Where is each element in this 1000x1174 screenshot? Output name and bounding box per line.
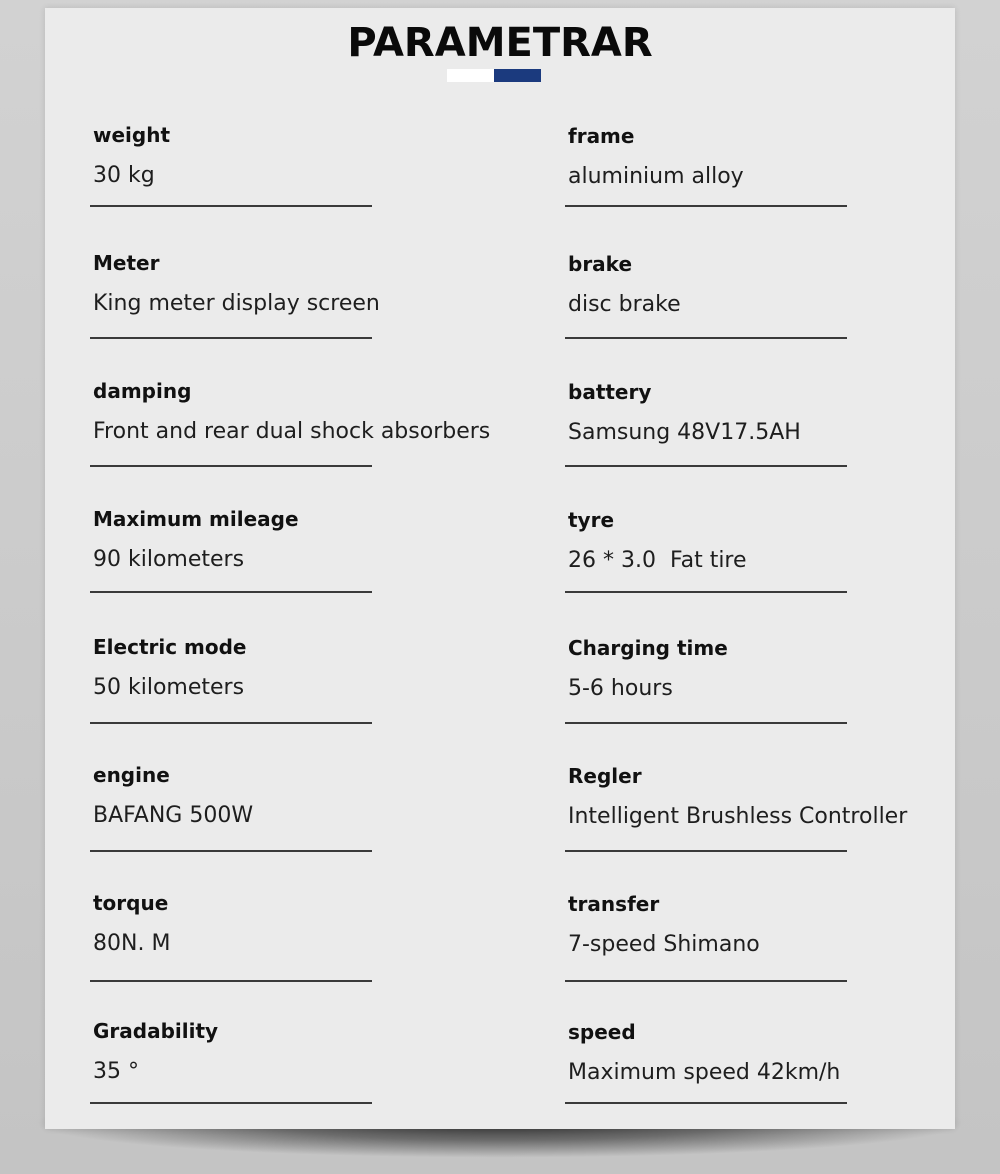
spec-value: 30 kg [93,163,155,188]
title-underline-flag [447,69,541,82]
spec-value: 5-6 hours [568,676,673,701]
spec-label: battery [568,380,652,404]
spec-label: Maximum mileage [93,507,299,531]
spec-label: tyre [568,508,615,532]
spec-label: Gradability [93,1019,219,1043]
spec-value: 90 kilometers [93,547,245,572]
spec-label: transfer [568,892,660,916]
parameters-card [45,8,955,1129]
spec-label: Regler [568,764,642,788]
spec-divider [90,465,372,467]
spec-value: 80N. M [93,931,171,956]
spec-divider [565,465,847,467]
spec-value: BAFANG 500W [93,803,254,828]
page-title: PARAMETRAR [347,20,653,66]
spec-divider [90,850,372,852]
spec-value: Intelligent Brushless Controller [568,804,908,829]
spec-value: Maximum speed 42km/h [568,1060,841,1085]
spec-label: Meter [93,251,160,275]
spec-value: 7-speed Shimano [568,932,760,957]
spec-divider [565,337,847,339]
spec-label: Charging time [568,636,728,660]
spec-divider [565,722,847,724]
spec-value: 26 * 3.0 Fat tire [568,548,747,573]
spec-label: engine [93,763,170,787]
spec-label: weight [93,123,171,147]
spec-value: aluminium alloy [568,164,744,189]
spec-label: frame [568,124,635,148]
spec-divider [90,980,372,982]
spec-value: 50 kilometers [93,675,245,700]
spec-value: 35 ° [93,1059,139,1084]
spec-divider [565,205,847,207]
spec-divider [90,205,372,207]
spec-divider [565,980,847,982]
spec-value: Front and rear dual shock absorbers [93,419,491,444]
flag-blue-bar [494,69,541,82]
spec-divider [565,1102,847,1104]
spec-label: Electric mode [93,635,247,659]
spec-label: torque [93,891,169,915]
flag-white-bar [447,69,494,82]
spec-divider [565,850,847,852]
spec-label: speed [568,1020,636,1044]
spec-label: brake [568,252,633,276]
spec-divider [90,591,372,593]
spec-divider [565,591,847,593]
spec-value: disc brake [568,292,681,317]
spec-label: damping [93,379,192,403]
spec-divider [90,722,372,724]
spec-divider [90,337,372,339]
spec-divider [90,1102,372,1104]
spec-value: Samsung 48V17.5AH [568,420,801,445]
spec-value: King meter display screen [93,291,380,316]
